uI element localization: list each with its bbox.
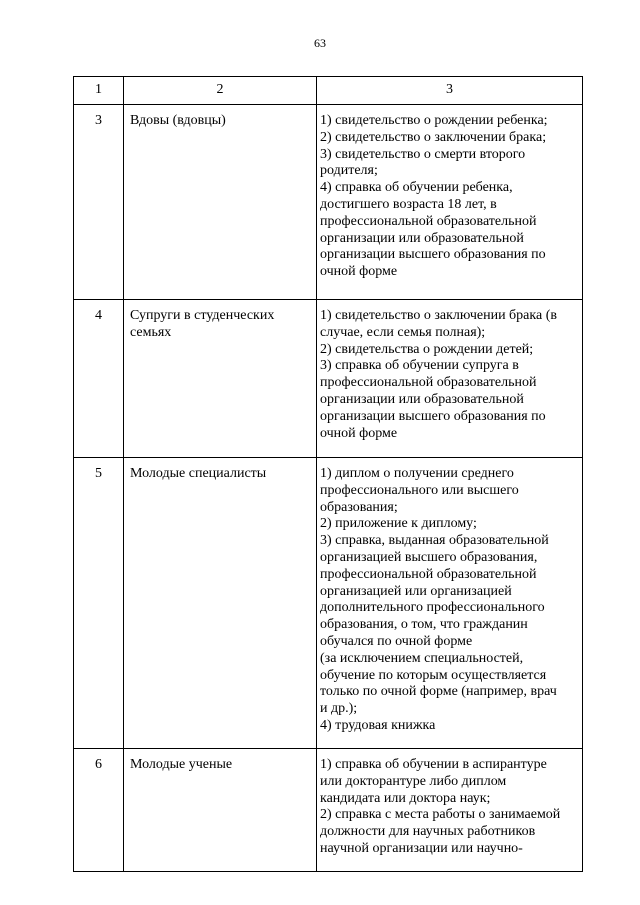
table-header-row [74, 77, 583, 105]
header-cell-3: 3 [317, 77, 583, 105]
document-line: организации или образовательной [320, 230, 524, 246]
document-line: очной форме [320, 264, 398, 280]
document-line: образования, о том, что гражданин [320, 617, 528, 633]
document-line: организацией или организацией [320, 583, 512, 599]
category-cell: Молодые ученые [124, 749, 317, 872]
document-line: 3) свидетельство о смерти второго [320, 146, 526, 162]
document-line: 2) свидетельства о рождении детей; [320, 341, 534, 357]
document-line: 1) свидетельство о рождении ребенка; [320, 113, 548, 128]
row-number: 5 [74, 458, 124, 749]
document-line: кандидата или доктора наук; [320, 790, 491, 806]
document-line: профессиональной образовательной [320, 213, 537, 229]
category-cell: Молодые специалисты [124, 458, 317, 749]
document-line: обучался по очной форме [320, 633, 473, 649]
documents-cell [317, 105, 583, 300]
category-cell: Вдовы (вдовцы) [124, 105, 317, 300]
document-line: 2) справка с места работы о занимаемой [320, 807, 561, 823]
document-line: профессионального или высшего [320, 482, 519, 498]
page-number: 63 [314, 36, 326, 50]
table-row [74, 300, 583, 458]
header-cell-2: 2 [124, 77, 317, 105]
document-line: профессиональной образовательной [320, 375, 537, 391]
document-line: научной организации или научно- [320, 840, 523, 856]
row-number: 6 [74, 749, 124, 872]
document-line: и др.); [320, 701, 358, 717]
header-cell-1: 1 [74, 77, 124, 105]
document-line: 2) приложение к диплому; [320, 516, 477, 532]
document-line: 1) свидетельство о заключении брака (в [320, 308, 557, 323]
document-line: профессиональной образовательной [320, 566, 537, 582]
table-row [74, 749, 583, 872]
document-line: дополнительного профессионального [320, 600, 545, 616]
document-line: организации высшего образования по [320, 247, 546, 263]
row-number: 3 [74, 105, 124, 300]
document-line: 4) справка об обучении ребенка, [320, 180, 513, 196]
document-line: родителя; [320, 163, 378, 179]
category-cell: Супруги в студенческих семьях [124, 300, 317, 458]
document-line: 2) свидетельство о заключении брака; [320, 129, 547, 145]
document-line: организацией высшего образования, [320, 549, 538, 565]
documents-cell [317, 749, 583, 872]
row-number: 4 [74, 300, 124, 458]
table-row [74, 458, 583, 749]
document-line: обучение по которым осуществляется [320, 667, 547, 683]
document-line: 4) трудовая книжка [320, 717, 436, 733]
document-line: образования; [320, 499, 398, 515]
document-line: должности для научных работников [320, 824, 536, 840]
document-line: (за исключением специальностей, [320, 650, 524, 666]
documents-cell [317, 300, 583, 458]
document-line: достигшего возраста 18 лет, в [320, 196, 497, 212]
document-line: 1) диплом о получении среднего [320, 466, 514, 481]
document-line: 1) справка об обучении в аспирантуре [320, 757, 547, 772]
document-line: только по очной форме (например, врач [320, 684, 557, 700]
document-line: случае, если семья полная); [320, 324, 486, 340]
document-line: 3) справка об обучении супруга в [320, 358, 519, 374]
document-line: организации высшего образования по [320, 408, 546, 424]
table-row [74, 105, 583, 300]
documents-cell [317, 458, 583, 749]
document-line: или докторантуре либо диплом [320, 773, 507, 789]
document-line: 3) справка, выданная образовательной [320, 533, 549, 549]
documents-table [73, 76, 583, 872]
document-line: очной форме [320, 425, 398, 441]
document-line: организации или образовательной [320, 391, 524, 407]
